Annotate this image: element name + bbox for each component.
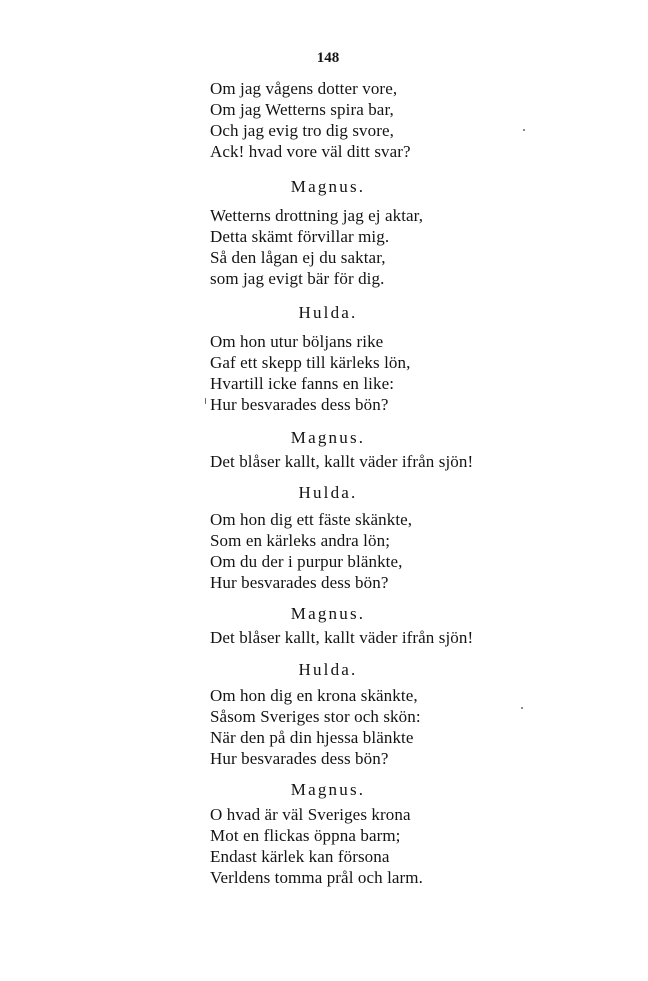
speaker-name: Hulda.	[298, 483, 358, 502]
poem-line: Om hon utur böljans rike	[210, 332, 384, 351]
poem-line: Om jag Wetterns spira bar,	[210, 100, 394, 119]
poem-line: som jag evigt bär för dig.	[210, 269, 385, 288]
speaker-name: Magnus.	[290, 604, 366, 623]
scan-speck	[205, 398, 206, 404]
speaker-name: Hulda.	[298, 660, 358, 679]
poem-line: Om hon dig ett fäste skänkte,	[210, 510, 413, 529]
poem-line: Om jag vågens dotter vore,	[210, 79, 398, 98]
scan-speck	[521, 707, 523, 709]
refrain-line: Det blåser kallt, kallt väder ifrån sjön!	[210, 452, 474, 471]
poem-line: Wetterns drottning jag ej aktar,	[210, 206, 424, 225]
speaker-name: Magnus.	[290, 428, 366, 447]
poem-line: Verldens tomma prål och larm.	[210, 868, 423, 887]
poem-line: Om hon dig en krona skänkte,	[210, 686, 418, 705]
poem-line: Gaf ett skepp till kärleks lön,	[210, 353, 411, 372]
poem-line: Hur besvarades dess bön?	[210, 573, 389, 592]
page-number: 148	[316, 50, 340, 66]
poem-line: Som en kärleks andra lön;	[210, 531, 391, 550]
poem-line: Detta skämt förvillar mig.	[210, 227, 390, 246]
poem-line: Ack! hvad vore väl ditt svar?	[210, 142, 411, 161]
poem-line: Om du der i purpur blänkte,	[210, 552, 403, 571]
poem-line: Så den lågan ej du saktar,	[210, 248, 386, 267]
speaker-name: Magnus.	[290, 780, 366, 799]
poem-line: Endast kärlek kan försona	[210, 847, 390, 866]
refrain-line: Det blåser kallt, kallt väder ifrån sjön!	[210, 628, 474, 647]
poem-line: Mot en flickas öppna barm;	[210, 826, 401, 845]
speaker-name: Hulda.	[298, 303, 358, 322]
poem-line: Hur besvarades dess bön?	[210, 749, 389, 768]
poem-line: Såsom Sveriges stor och skön:	[210, 707, 421, 726]
speaker-name: Magnus.	[290, 177, 366, 196]
poem-line: Hur besvarades dess bön?	[210, 395, 389, 414]
poem-line: När den på din hjessa blänkte	[210, 728, 414, 747]
poem-line: Och jag evig tro dig svore,	[210, 121, 394, 140]
poem-line: O hvad är väl Sveriges krona	[210, 805, 411, 824]
poem-line: Hvartill icke fanns en like:	[210, 374, 395, 393]
scan-speck	[523, 129, 525, 131]
